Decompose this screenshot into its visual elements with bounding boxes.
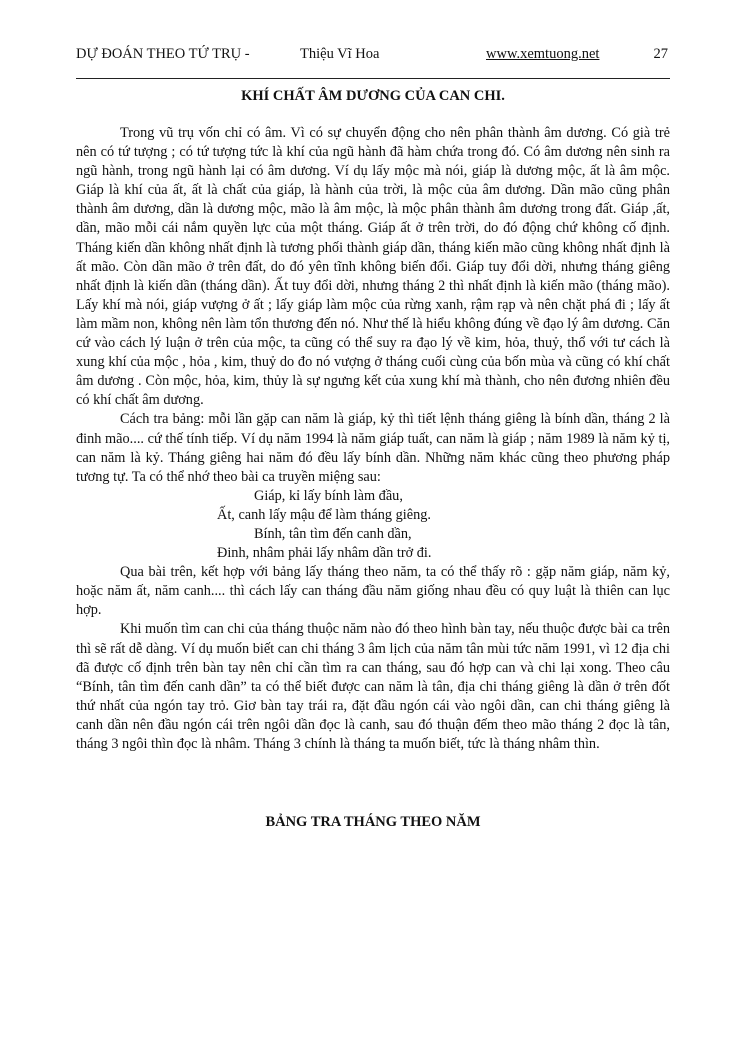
header-website-link[interactable]: www.xemtuong.net: [486, 46, 600, 62]
table-title: BẢNG TRA THÁNG THEO NĂM: [265, 814, 481, 830]
paragraph-1: Trong vũ trụ vốn chỉ có âm. Vì có sự chuyển động cho nên phân thành âm dương. Có già trẻ nên có tứ tượng ; có tứ tượng tức là khí của ngũ hành đã hàm chứa trong đó. Có âm dương nên sinh ra ngũ hành, trong ngũ hành lại có âm dương. Ví dụ lấy mộc mà nói, giáp là dương mộc, ất là âm mộc. Giáp là khí của ất, ất là chất của giáp, là hành của trời, là mộc của âm dương. Dần mão cũng phân thành âm dương, dần là dương mộc, mão là âm mộc, là mộc phân thành âm dương trong đất. Giáp ,ất, dần, mão mỗi cái nắm quyền lực của một tháng. Giáp ất ở trên trời, do đó động chứ không cố định. Tháng kiến dần không nhất định là tương phối thành giáp dần, tháng kiến mão cũng không nhất định là ất mão. Còn dần mão ở trên đất, do đó yên tĩnh không biến đổi. Giáp tuy đổi dời, nhưng tháng giêng nhất định là kiến dần (tháng dần). Ất tuy đổi dời, nhưng tháng 2 thì nhất định là kiến mão (tháng mão). Lấy khí mà nói, giáp vượng ở ất ; lấy giáp làm mộc của rừng xanh, rậm rạp và nên chặt phá đi ; lấy ất làm mầm non, không nên làm tổn thương đến nó. Như thế là hiểu không đúng về đạo lý âm dương. Căn cứ vào cách lý luận ở trên của mộc, ta cũng có thể suy ra đạo lý về kim, hỏa, thuỷ, thổ với tư cách là xung khí của mộc , hỏa , kim, thuỷ do đo nó vượng ở tháng cuối cùng của bốn mùa và cũng có khí chất âm dương . Còn mộc, hỏa, kim, thủy là sự ngưng kết của xung khí mà thành, cho nên đương nhiên đều có khí chất âm dương.: [76, 125, 670, 409]
poem: [76, 487, 670, 563]
poem-line-4: Đinh, nhâm phải lấy nhâm dần trở đi.: [217, 545, 432, 562]
header-book-title: DỰ ĐOÁN THEO TỨ TRỤ -: [76, 46, 250, 62]
poem-line-2: Ất, canh lấy mậu để làm tháng giêng.: [217, 506, 431, 523]
header-page-number: 27: [653, 46, 668, 62]
poem-line-1: Giáp, kỉ lấy bính làm đầu,: [254, 487, 403, 504]
header-author: Thiệu Vĩ Hoa: [300, 46, 380, 62]
poem-line-3: Bính, tân tìm đến canh dần,: [254, 525, 412, 542]
header-divider: [76, 78, 670, 79]
section-title: KHÍ CHẤT ÂM DƯƠNG CỦA CAN CHI.: [241, 88, 505, 104]
paragraph-3: Qua bài trên, kết hợp với bảng lấy tháng theo năm, ta có thể thấy rõ : gặp năm giáp, năm kỷ, hoặc năm ất, năm canh.... thì cách lấy can tháng đầu năm giống nhau đều có quy luật là thiên can lục hợp.: [76, 564, 670, 619]
paragraph-2: Cách tra bảng: mỗi lần gặp can năm là giáp, kỷ thì tiết lệnh tháng giêng là bính dần, tháng 2 là đinh mão.... cứ thế tính tiếp. Ví dụ năm 1994 là năm giáp tuất, can năm là giáp ; năm 1989 là năm kỷ tị, can năm là kỷ. Tháng giêng hai năm đó đều lấy bính dần. Những năm khác cũng theo phương pháp tương tự. Ta có thể nhớ theo bài ca truyền miệng sau:: [76, 411, 670, 485]
page-header: [76, 46, 672, 68]
body-text: [76, 124, 670, 754]
paragraph-4: Khi muốn tìm can chi của tháng thuộc năm nào đó theo hình bàn tay, nếu thuộc được bài ca trên thì sẽ rất dễ dàng. Ví dụ muốn biết can chi tháng 3 âm lịch của năm tân mùi tức năm 1991, vì 12 địa chi đã được cố định trên bàn tay nên chỉ cần tìm ra can tháng, sau đó hợp can và chi lại xong. Theo câu “Bính, tân tìm đến canh dần” ta có thể biết được can năm là tân, địa chi tháng giêng là dần ở trên đốt thứ nhất của ngón tay trỏ. Giơ bàn tay trái ra, đặt đầu ngón cái vào ngôi dần, can chi tháng giêng là canh dần nên đầu ngón cái trên ngôi dần đọc là canh, sau đó thuận đếm theo mão tháng 2 đọc là tân, tháng 3 ngôi thìn đọc là nhâm. Tháng 3 chính là tháng ta muốn biết, tức là tháng nhâm thìn.: [76, 621, 670, 752]
